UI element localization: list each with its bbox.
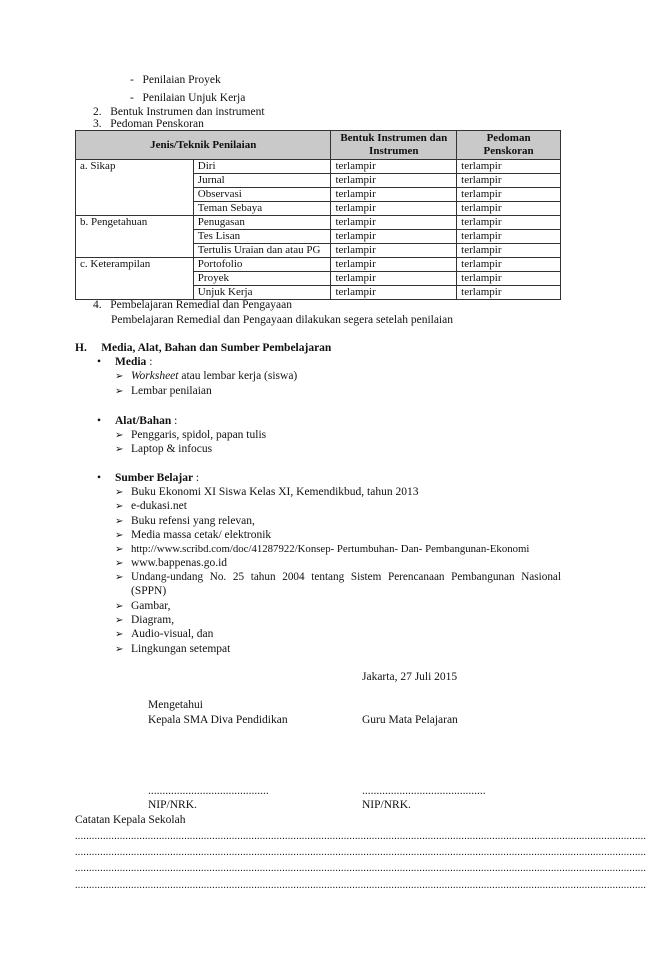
bullet-icon: • <box>97 356 102 368</box>
category-cell-empty <box>76 174 194 188</box>
item-text: Pembelajaran Remedial dan Pengayaan <box>110 299 292 311</box>
item-text: Penggaris, spidol, papan tulis <box>131 429 267 441</box>
category-cell: b. Pengetahuan <box>76 216 194 230</box>
sumber-bullet: • Sumber Belajar : <box>97 472 200 484</box>
alat-label: Alat/Bahan <box>115 415 172 427</box>
item-link[interactable]: www.bappenas.go.id <box>131 557 228 569</box>
item-text: e-dukasi.net <box>131 500 187 512</box>
section-title: Media, Alat, Bahan dan Sumber Pembelajaran <box>101 342 332 354</box>
notes-line[interactable]: ............................................................................................................................................................................................................ <box>75 847 646 858</box>
item-number: 3. <box>93 118 102 130</box>
section-h-heading <box>75 341 331 355</box>
header-guide: Pedoman Penskoran <box>457 131 561 160</box>
remedial-text: Pembelajaran Remedial dan Pengayaan dilakukan segera setelah penilaian <box>111 314 453 326</box>
table-row <box>76 244 561 258</box>
arrow-bullet-icon: ➢ <box>115 487 124 498</box>
technique-cell: Jurnal <box>193 174 331 188</box>
arrow-bullet-icon: ➢ <box>115 644 124 655</box>
numbered-item-4 <box>93 298 292 312</box>
teacher-title: Guru Mata Pelajaran <box>362 714 458 726</box>
category-cell: a. Sikap <box>76 160 194 174</box>
technique-cell: Teman Sebaya <box>193 202 331 216</box>
arrow-bullet-icon: ➢ <box>115 516 124 527</box>
item-text: Diagram, <box>131 614 175 626</box>
form-cell: terlampir <box>331 202 457 216</box>
guide-cell: terlampir <box>457 286 561 300</box>
item-number: 4. <box>93 299 102 311</box>
technique-cell: Tes Lisan <box>193 230 331 244</box>
media-bullet: • Media : <box>97 356 153 368</box>
guide-cell: terlampir <box>457 258 561 272</box>
item-text: Bentuk Instrumen dan instrument <box>110 106 265 118</box>
assessment-table <box>75 130 561 300</box>
technique-cell: Tertulis Uraian dan atau PG <box>193 244 331 258</box>
arrow-bullet-icon: ➢ <box>115 558 124 569</box>
item-text: Audio-visual, dan <box>131 628 214 640</box>
form-cell: terlampir <box>331 216 457 230</box>
guide-cell: terlampir <box>457 272 561 286</box>
category-cell-empty <box>76 244 194 258</box>
item-text: Laptop & infocus <box>131 443 213 455</box>
arrow-bullet-icon: ➢ <box>115 544 124 555</box>
place-date: Jakarta, 27 Juli 2015 <box>362 671 458 683</box>
principal-title: Kepala SMA Diva Pendidikan <box>148 714 288 726</box>
alat-item <box>115 442 212 457</box>
form-cell: terlampir <box>331 244 457 258</box>
sub-item-label: Penilaian Proyek <box>142 74 221 86</box>
table-row <box>76 230 561 244</box>
sumber-item <box>115 514 255 529</box>
arrow-bullet-icon: ➢ <box>115 572 124 583</box>
sumber-item <box>115 556 227 571</box>
arrow-bullet-icon: ➢ <box>115 615 124 626</box>
guide-cell: terlampir <box>457 160 561 174</box>
italic-term: Worksheet <box>131 370 179 382</box>
notes-label: Catatan Kepala Sekolah <box>75 814 186 826</box>
technique-cell: Penugasan <box>193 216 331 230</box>
sumber-item <box>115 599 170 614</box>
sumber-item <box>115 627 213 642</box>
alat-item <box>115 428 266 443</box>
guide-cell: terlampir <box>457 188 561 202</box>
guide-cell: terlampir <box>457 244 561 258</box>
notes-line[interactable]: ............................................................................................................................................................................................................ <box>75 863 646 874</box>
item-number: 2. <box>93 106 102 118</box>
item-text: Gambar, <box>131 600 171 612</box>
arrow-bullet-icon: ➢ <box>115 386 124 397</box>
principal-signature-line: .......................................... <box>148 785 269 797</box>
category-cell-empty <box>76 188 194 202</box>
uu-line-1: Undang-undang No. 25 tahun 2004 tentang Sistem Perencanaan Pembangunan Nasional <box>131 571 561 583</box>
item-link[interactable]: http://www.scribd.com/doc/41287922/Konsep- Pertumbuhan- Dan- Pembangunan-Ekonomi <box>131 543 530 555</box>
form-cell: terlampir <box>331 272 457 286</box>
technique-cell: Portofolio <box>193 258 331 272</box>
table-row <box>76 188 561 202</box>
item-text: atau lembar kerja (siswa) <box>178 370 298 382</box>
header-technique: Jenis/Teknik Penilaian <box>76 131 331 160</box>
form-cell: terlampir <box>331 188 457 202</box>
item-text: Lembar penilaian <box>131 385 212 397</box>
guide-cell: terlampir <box>457 216 561 230</box>
technique-cell: Unjuk Kerja <box>193 286 331 300</box>
teacher-nip: NIP/NRK. <box>362 799 411 811</box>
technique-cell: Diri <box>193 160 331 174</box>
sumber-label: Sumber Belajar <box>115 472 194 484</box>
teacher-signature-line: ........................................... <box>362 785 486 797</box>
numbered-item-3 <box>93 117 204 131</box>
guide-cell: terlampir <box>457 174 561 188</box>
media-item <box>115 369 297 384</box>
category-cell-empty <box>76 230 194 244</box>
table-row <box>76 272 561 286</box>
principal-nip: NIP/NRK. <box>148 799 197 811</box>
table-row <box>76 258 561 272</box>
sumber-item <box>115 542 529 557</box>
media-label: Media <box>115 356 147 368</box>
table-row <box>76 202 561 216</box>
item-text: Buku Ekonomi XI Siswa Kelas XI, Kemendikbud, tahun 2013 <box>131 486 419 498</box>
sumber-item <box>115 499 187 514</box>
arrow-bullet-icon: ➢ <box>115 444 124 455</box>
sub-item-penilaian-unjuk-kerja <box>130 91 245 105</box>
item-text: Lingkungan setempat <box>131 643 231 655</box>
sumber-item-uu <box>115 570 131 585</box>
header-form: Bentuk Instrumen dan Instrumen <box>331 131 457 160</box>
table-row <box>76 174 561 188</box>
sub-item-label: Penilaian Unjuk Kerja <box>142 92 246 104</box>
table-header-row <box>76 131 561 160</box>
media-item <box>115 384 212 399</box>
form-cell: terlampir <box>331 230 457 244</box>
item-text: Pedoman Penskoran <box>110 118 204 130</box>
form-cell: terlampir <box>331 258 457 272</box>
mengetahui-label: Mengetahui <box>148 699 203 711</box>
category-cell: c. Keterampilan <box>76 258 194 272</box>
arrow-bullet-icon: ➢ <box>115 501 124 512</box>
sumber-item <box>115 528 271 543</box>
category-cell-empty <box>76 202 194 216</box>
sumber-item <box>115 485 418 500</box>
notes-line[interactable]: ............................................................................................................................................................................................................ <box>75 880 646 891</box>
arrow-bullet-icon: ➢ <box>115 530 124 541</box>
arrow-bullet-icon: ➢ <box>115 601 124 612</box>
arrow-bullet-icon: ➢ <box>115 430 124 441</box>
sumber-item <box>115 642 230 657</box>
sub-item-penilaian-proyek <box>130 73 221 87</box>
table-row <box>76 160 561 174</box>
technique-cell: Observasi <box>193 188 331 202</box>
form-cell: terlampir <box>331 174 457 188</box>
bullet-icon: • <box>97 415 102 427</box>
notes-line[interactable]: ............................................................................................................................................................................................................ <box>75 831 646 842</box>
dash-bullet: - <box>130 92 134 104</box>
form-cell: terlampir <box>331 160 457 174</box>
guide-cell: terlampir <box>457 230 561 244</box>
guide-cell: terlampir <box>457 202 561 216</box>
category-cell-empty <box>76 272 194 286</box>
sumber-item <box>115 613 174 628</box>
table-row <box>76 216 561 230</box>
dash-bullet: - <box>130 74 134 86</box>
item-text: Buku refensi yang relevan, <box>131 515 255 527</box>
alat-bullet: • Alat/Bahan : <box>97 415 178 427</box>
uu-line-2: (SPPN) <box>131 585 167 597</box>
section-letter: H. <box>75 342 87 354</box>
technique-cell: Proyek <box>193 272 331 286</box>
item-text: Media massa cetak/ elektronik <box>131 529 272 541</box>
bullet-icon: • <box>97 472 102 484</box>
form-cell: terlampir <box>331 286 457 300</box>
arrow-bullet-icon: ➢ <box>115 629 124 640</box>
arrow-bullet-icon: ➢ <box>115 371 124 382</box>
